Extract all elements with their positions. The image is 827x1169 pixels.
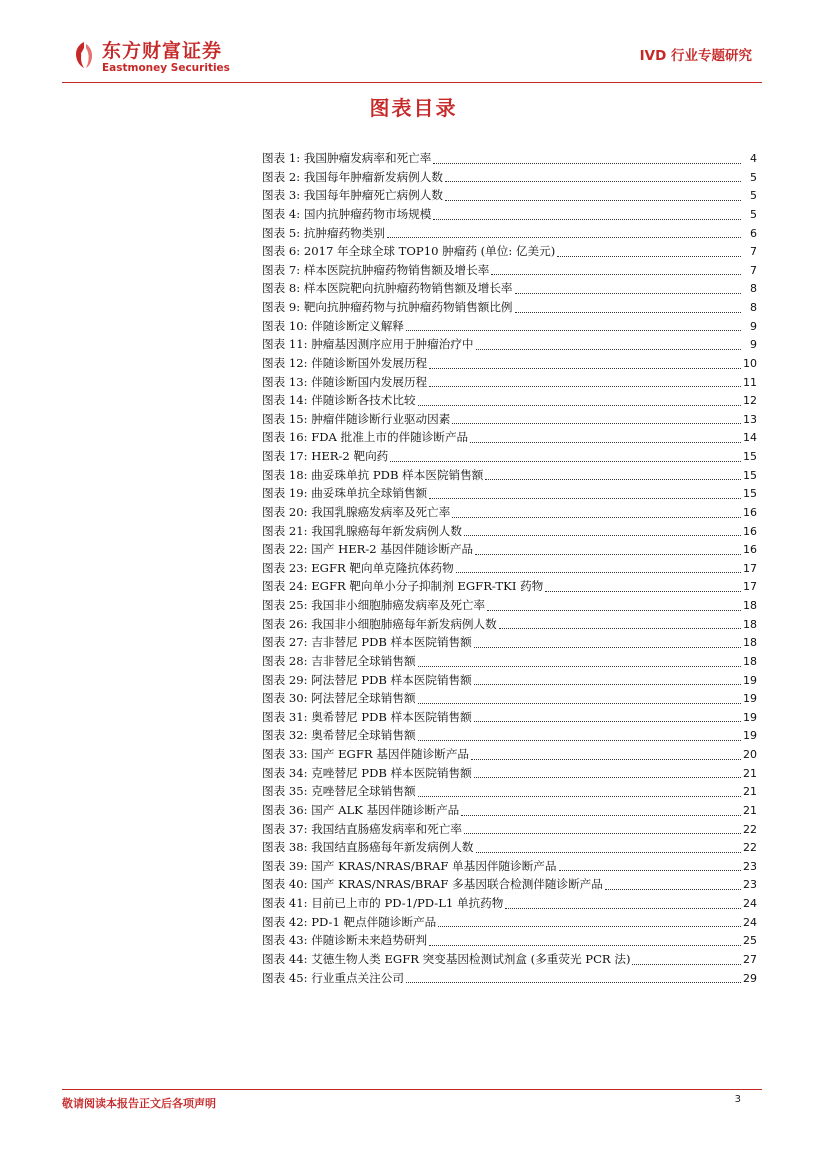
footer-divider <box>62 1089 762 1090</box>
toc-entry[interactable] <box>262 523 757 542</box>
toc-entry[interactable] <box>262 914 757 933</box>
toc-entry-label: 图表 18: 曲妥珠单抗 PDB 样本医院销售额 <box>262 467 484 482</box>
dot-leader <box>505 908 741 909</box>
toc-entry-page: 5 <box>750 189 757 203</box>
toc-entry-label: 图表 20: 我国乳腺癌发病率及死亡率 <box>262 504 451 519</box>
dot-leader <box>418 703 741 704</box>
toc-entry-label: 图表 12: 伴随诊断国外发展历程 <box>262 355 428 370</box>
toc-entry[interactable] <box>262 392 757 411</box>
toc-entry[interactable] <box>262 709 757 728</box>
dot-leader <box>429 945 741 946</box>
toc-entry-page: 25 <box>743 934 757 948</box>
dot-leader <box>429 498 741 499</box>
dot-leader <box>515 293 741 294</box>
toc-entry[interactable] <box>262 336 757 355</box>
toc-entry[interactable] <box>262 653 757 672</box>
toc-entry-label: 图表 37: 我国结直肠癌发病率和死亡率 <box>262 821 462 836</box>
toc-entry-label: 图表 34: 克唑替尼 PDB 样本医院销售额 <box>262 765 472 780</box>
dot-leader <box>464 833 741 834</box>
toc-entry[interactable] <box>262 318 757 337</box>
dot-leader <box>418 405 741 406</box>
toc-entry-page: 11 <box>743 375 757 389</box>
toc-entry-label: 图表 23: EGFR 靶向单克隆抗体药物 <box>262 560 454 575</box>
toc-entry-page: 18 <box>743 617 757 631</box>
toc-entry[interactable] <box>262 206 757 225</box>
toc-entry-label: 图表 29: 阿法替尼 PDB 样本医院销售额 <box>262 672 472 687</box>
dot-leader <box>445 200 741 201</box>
toc-entry-page: 16 <box>743 505 757 519</box>
toc-entry-label: 图表 41: 目前已上市的 PD-1/PD-L1 单抗药物 <box>262 896 504 910</box>
dot-leader <box>406 982 741 983</box>
toc-entry-page: 8 <box>750 282 757 296</box>
toc-entry-label: 图表 2: 我国每年肿瘤新发病例人数 <box>262 169 443 184</box>
dot-leader <box>387 237 741 238</box>
header-divider <box>62 82 762 83</box>
toc-entry[interactable] <box>262 895 757 914</box>
dot-leader <box>476 349 741 350</box>
toc-entry-label: 图表 38: 我国结直肠癌每年新发病例人数 <box>262 840 474 855</box>
toc-entry[interactable] <box>262 429 757 448</box>
toc-entry-label: 图表 45: 行业重点关注公司 <box>262 970 404 985</box>
toc-entry-label: 图表 16: FDA 批准上市的伴随诊断产品 <box>262 430 469 445</box>
toc-entry[interactable] <box>262 169 757 188</box>
dot-leader <box>461 815 741 816</box>
toc-entry[interactable] <box>262 951 757 970</box>
toc-entry-label: 图表 5: 抗肿瘤药物类别 <box>262 225 385 240</box>
toc-entry-label: 图表 6: 2017 年全球全球 TOP10 肿瘤药 (单位: 亿美元) <box>262 244 556 259</box>
eastmoney-logo-icon <box>70 40 98 70</box>
dot-leader <box>418 666 741 667</box>
toc-entry-label: 图表 19: 曲妥珠单抗全球销售额 <box>262 486 428 501</box>
toc-entry-label: 图表 42: PD-1 靶点伴随诊断产品 <box>262 914 437 929</box>
report-type-label: IVD 行业专题研究 <box>639 48 752 64</box>
toc-entry-label: 图表 35: 克唑替尼全球销售额 <box>262 784 416 799</box>
dot-leader <box>456 572 741 573</box>
toc-entry-page: 21 <box>743 803 757 817</box>
dot-leader <box>452 423 741 424</box>
toc-entry[interactable] <box>262 821 757 840</box>
toc-entry-page: 15 <box>743 468 757 482</box>
toc-entry-label: 图表 21: 我国乳腺癌每年新发病例人数 <box>262 523 462 538</box>
table-of-figures <box>262 150 757 988</box>
toc-entry-label: 图表 40: 国产 KRAS/NRAS/BRAF 多基因联合检测伴随诊断产品 <box>262 877 603 892</box>
toc-entry-page: 24 <box>743 915 757 929</box>
dot-leader <box>474 777 741 778</box>
toc-entry[interactable] <box>262 932 757 951</box>
toc-entry[interactable] <box>262 541 757 560</box>
toc-entry-page: 4 <box>750 152 757 165</box>
disclaimer-note: 敬请阅读本报告正文后各项声明 <box>62 1097 216 1110</box>
toc-entry-label: 图表 10: 伴随诊断定义解释 <box>262 318 404 333</box>
toc-entry-page: 23 <box>743 878 757 892</box>
dot-leader <box>464 535 741 536</box>
dot-leader <box>429 368 741 369</box>
toc-entry[interactable] <box>262 560 757 579</box>
toc-entry-label: 图表 11: 肿瘤基因测序应用于肿瘤治疗中 <box>262 337 474 352</box>
dot-leader <box>390 461 741 462</box>
toc-entry-page: 27 <box>743 952 757 966</box>
toc-entry[interactable] <box>262 225 757 244</box>
toc-entry[interactable] <box>262 262 757 281</box>
toc-entry-page: 7 <box>750 245 757 259</box>
toc-entry-page: 19 <box>743 673 757 687</box>
toc-entry-page: 22 <box>743 841 757 855</box>
toc-entry-page: 24 <box>743 897 757 910</box>
dot-leader <box>499 628 741 629</box>
toc-entry-page: 16 <box>743 543 757 557</box>
toc-entry-page: 10 <box>743 356 757 370</box>
toc-entry-label: 图表 44: 艾德生物人类 EGFR 突变基因检测试剂盒 (多重荧光 PCR 法) <box>262 951 631 966</box>
dot-leader <box>545 591 741 592</box>
toc-entry-page: 8 <box>750 301 757 314</box>
toc-entry-page: 7 <box>750 263 757 277</box>
dot-leader <box>429 386 741 387</box>
toc-entry-label: 图表 8: 样本医院靶向抗肿瘤药物销售额及增长率 <box>262 281 513 296</box>
dot-leader <box>445 181 741 182</box>
toc-entry-label: 图表 25: 我国非小细胞肺癌发病率及死亡率 <box>262 598 486 612</box>
toc-entry[interactable] <box>262 746 757 765</box>
toc-entry-label: 图表 17: HER-2 靶向药 <box>262 449 389 463</box>
toc-entry-page: 14 <box>743 431 757 445</box>
brand-logo <box>70 36 250 80</box>
dot-leader <box>474 647 741 648</box>
dot-leader <box>433 163 741 164</box>
dot-leader <box>470 442 741 443</box>
toc-entry[interactable] <box>262 467 757 486</box>
dot-leader <box>557 256 741 257</box>
dot-leader <box>475 554 741 555</box>
dot-leader <box>406 330 741 331</box>
dot-leader <box>559 870 742 871</box>
toc-entry[interactable] <box>262 783 757 802</box>
toc-entry[interactable] <box>262 150 757 169</box>
dot-leader <box>474 684 741 685</box>
dot-leader <box>605 889 741 890</box>
toc-entry[interactable] <box>262 672 757 691</box>
toc-entry-label: 图表 28: 吉非替尼全球销售额 <box>262 653 416 668</box>
toc-entry[interactable] <box>262 690 757 709</box>
toc-entry[interactable] <box>262 355 757 374</box>
toc-entry-label: 图表 3: 我国每年肿瘤死亡病例人数 <box>262 188 443 203</box>
toc-entry-label: 图表 24: EGFR 靶向单小分子抑制剂 EGFR-TKI 药物 <box>262 579 544 594</box>
page-title: 图表目录 <box>369 96 458 120</box>
toc-entry-label: 图表 22: 国产 HER-2 基因伴随诊断产品 <box>262 542 474 557</box>
toc-entry-page: 5 <box>750 207 757 221</box>
toc-entry[interactable] <box>262 448 757 467</box>
dot-leader <box>438 926 741 927</box>
toc-entry-page: 6 <box>750 226 757 240</box>
dot-leader <box>418 796 741 797</box>
toc-entry-page: 16 <box>743 524 757 538</box>
toc-entry-page: 22 <box>743 822 757 836</box>
toc-entry-label: 图表 30: 阿法替尼全球销售额 <box>262 691 416 706</box>
toc-entry-page: 18 <box>743 599 757 612</box>
toc-entry-label: 图表 32: 奥希替尼全球销售额 <box>262 728 416 743</box>
toc-entry[interactable] <box>262 485 757 504</box>
toc-entry[interactable] <box>262 970 757 989</box>
toc-entry-label: 图表 27: 吉非替尼 PDB 样本医院销售额 <box>262 635 472 650</box>
toc-entry[interactable] <box>262 578 757 597</box>
toc-entry-page: 20 <box>743 748 757 761</box>
toc-entry-label: 图表 33: 国产 EGFR 基因伴随诊断产品 <box>262 747 470 761</box>
toc-entry-page: 9 <box>750 338 757 352</box>
toc-entry-label: 图表 1: 我国肿瘤发病率和死亡率 <box>262 151 432 165</box>
toc-entry-page: 29 <box>743 971 757 985</box>
toc-entry-page: 21 <box>743 785 757 799</box>
toc-entry[interactable] <box>262 858 757 877</box>
toc-entry-label: 图表 39: 国产 KRAS/NRAS/BRAF 单基因伴随诊断产品 <box>262 858 557 873</box>
dot-leader <box>433 219 741 220</box>
toc-entry[interactable] <box>262 765 757 784</box>
logo-text-en: Eastmoney Securities <box>102 62 230 74</box>
toc-entry[interactable] <box>262 634 757 653</box>
toc-entry-page: 13 <box>743 412 757 426</box>
toc-entry-page: 17 <box>743 580 757 594</box>
toc-entry[interactable] <box>262 616 757 635</box>
toc-entry[interactable] <box>262 504 757 523</box>
toc-entry[interactable] <box>262 802 757 821</box>
toc-entry[interactable] <box>262 411 757 430</box>
toc-entry-label: 图表 36: 国产 ALK 基因伴随诊断产品 <box>262 802 460 817</box>
dot-leader <box>491 274 741 275</box>
toc-entry-page: 17 <box>743 561 757 575</box>
dot-leader <box>515 312 741 313</box>
toc-entry-page: 18 <box>743 654 757 668</box>
toc-entry-label: 图表 43: 伴随诊断未来趋势研判 <box>262 933 428 948</box>
toc-entry-label: 图表 4: 国内抗肿瘤药物市场规模 <box>262 206 432 221</box>
toc-entry-label: 图表 31: 奥希替尼 PDB 样本医院销售额 <box>262 709 472 724</box>
page-header <box>70 36 760 84</box>
toc-entry-page: 12 <box>743 394 757 408</box>
toc-entry[interactable] <box>262 243 757 262</box>
dot-leader <box>485 479 741 480</box>
toc-entry-page: 19 <box>743 692 757 706</box>
toc-entry-label: 图表 7: 样本医院抗肿瘤药物销售额及增长率 <box>262 262 490 277</box>
dot-leader <box>452 517 741 518</box>
toc-entry[interactable] <box>262 839 757 858</box>
dot-leader <box>487 610 741 611</box>
toc-entry-page: 19 <box>743 729 757 743</box>
toc-entry[interactable] <box>262 727 757 746</box>
logo-text-cn: 东方财富证券 <box>102 40 223 62</box>
toc-entry[interactable] <box>262 299 757 318</box>
toc-entry-page: 5 <box>750 170 757 184</box>
dot-leader <box>476 852 741 853</box>
toc-entry-label: 图表 14: 伴随诊断各技术比较 <box>262 393 416 408</box>
toc-entry[interactable] <box>262 187 757 206</box>
toc-entry-page: 18 <box>743 636 757 650</box>
toc-entry-label: 图表 13: 伴随诊断国内发展历程 <box>262 374 428 389</box>
dot-leader <box>474 721 741 722</box>
toc-entry[interactable] <box>262 280 757 299</box>
toc-entry[interactable] <box>262 374 757 393</box>
toc-entry-page: 23 <box>743 859 757 873</box>
toc-entry-label: 图表 9: 靶向抗肿瘤药物与抗肿瘤药物销售额比例 <box>262 300 513 314</box>
toc-entry-page: 15 <box>743 487 757 501</box>
toc-entry-label: 图表 26: 我国非小细胞肺癌每年新发病例人数 <box>262 616 497 631</box>
toc-entry-page: 9 <box>750 319 757 333</box>
dot-leader <box>418 740 741 741</box>
toc-entry[interactable] <box>262 876 757 895</box>
page-number: 3 <box>734 1094 741 1105</box>
toc-entry-label: 图表 15: 肿瘤伴随诊断行业驱动因素 <box>262 411 451 426</box>
toc-entry-page: 19 <box>743 710 757 724</box>
toc-entry-page: 21 <box>743 766 757 780</box>
toc-entry[interactable] <box>262 597 757 616</box>
dot-leader <box>471 759 741 760</box>
dot-leader <box>632 964 741 965</box>
toc-entry-page: 15 <box>743 450 757 463</box>
